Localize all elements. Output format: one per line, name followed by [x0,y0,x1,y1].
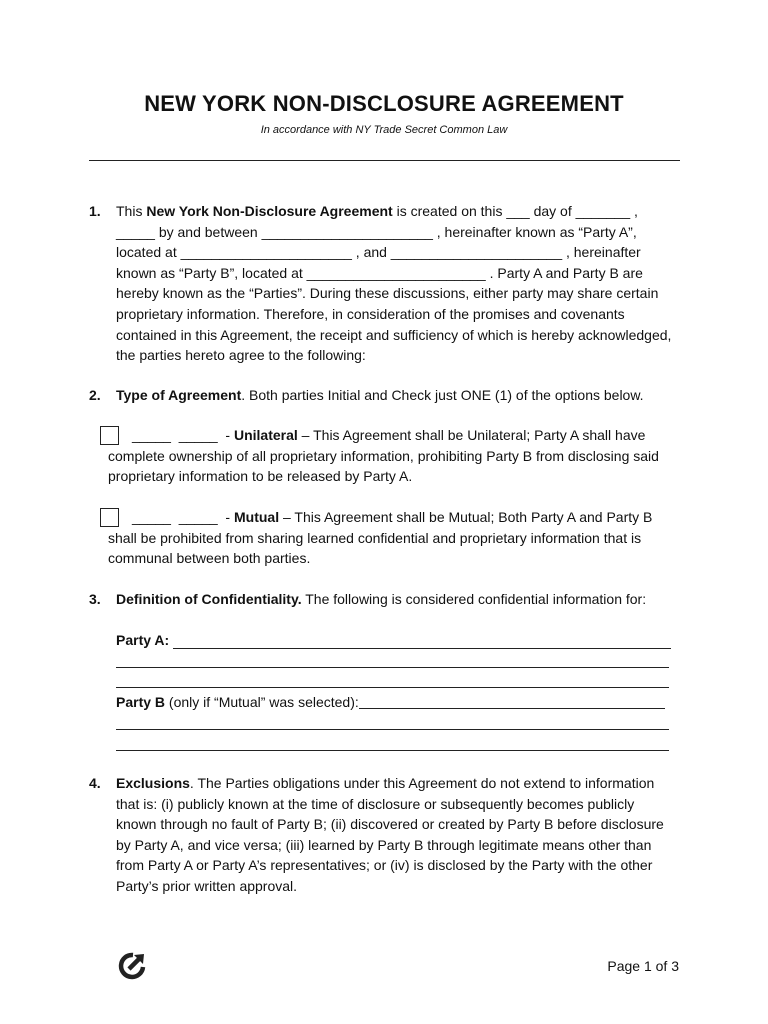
section-4 [89,773,689,897]
section-1-text-body: is created on this ___ day of _______ , _____ by and between ______________________ , hereinafter known as “Party A”, located at ______________________ , and ______________________ , hereinafter known as “Party B”, located at _______________________ . Party A and Party B are hereby known as the “Parties”. During these discussions, either party may share certain proprietary information. Therefore, in consideration of the promises and covenants contained in this Agreement, the receipt and sufficiency of which is hereby acknowledged, the parties hereto agree to the following: [116,203,672,364]
option-unilateral [100,425,670,487]
party-a-label-text: Party A: [116,632,170,648]
section-4-heading: Exclusions [116,775,190,791]
section-3-instruction: The following is considered confidential information for: [301,591,647,607]
mutual-label: Mutual [233,509,280,525]
section-3-heading: Definition of Confidentiality. [116,591,302,607]
party-b-note: (only if “Mutual” was selected): [165,694,359,710]
mutual-description: – This Agreement shall be Mutual; Both Party A and Party B shall be prohibited from sharing learned confidential and proprietary information that is communal between both parties. [108,509,653,567]
option-mutual [100,507,670,569]
section-1-agreement-name: New York Non-Disclosure Agreement [146,203,393,219]
section-3 [89,589,689,610]
section-1-text-lead: This [116,203,147,219]
section-1-text [116,201,676,366]
option-mutual-text [108,507,670,569]
party-b-line-2[interactable] [116,729,669,730]
section-4-body: . The Parties obligations under this Agreement do not extend to information that is: (i) publicly known at the time of disclosure or subsequently becomes publicly known through no fault of Party B; (ii) discovered or created by Party B before disclosure by Party A, and vice versa; (iii) learned by Party B through legitimate means other than from Party A or Party A’s representatives; or (iv) is disclosed by the Party with the other Party’s prior written approval. [116,775,664,894]
party-a-line-2[interactable] [116,667,669,668]
section-2-instruction: . Both parties Initial and Check just ONE (1) of the options below. [241,387,644,403]
party-a-label [116,630,169,650]
document-subtitle: In accordance with NY Trade Secret Common Law [260,124,508,136]
unilateral-description: – This Agreement shall be Unilateral; Party A shall have complete ownership of all proprietary information, prohibiting Party B from disclosing said proprietary information to be released by Party A. [108,427,659,485]
section-4-number: 4. [89,775,101,791]
section-2 [89,385,689,406]
section-4-text [116,773,676,897]
party-a-line-3[interactable] [116,687,669,688]
section-1-number: 1. [89,203,101,219]
party-b-label [116,692,359,712]
section-2-heading: Type of Agreement [116,387,242,403]
unilateral-initials-lines[interactable]: _____ _____ - [132,427,234,443]
section-2-number: 2. [89,387,101,403]
mutual-checkbox[interactable] [100,508,119,527]
party-a-line-1[interactable] [173,648,671,649]
unilateral-checkbox[interactable] [100,426,119,445]
section-1 [89,201,689,366]
mutual-initials-lines[interactable]: _____ _____ - [132,509,234,525]
party-b-label-text: Party B [116,694,166,710]
header-divider [89,160,680,161]
party-b-line-3[interactable] [116,750,669,751]
document-title: NEW YORK NON-DISCLOSURE AGREEMENT [144,91,624,116]
unilateral-label: Unilateral [233,427,298,443]
page-number: Page 1 of 3 [607,958,679,974]
option-unilateral-text [108,425,670,487]
arrow-out-icon [116,950,148,982]
party-b-line-1[interactable] [359,708,665,709]
section-3-text [116,589,676,610]
section-2-text [116,385,676,406]
section-3-number: 3. [89,591,101,607]
